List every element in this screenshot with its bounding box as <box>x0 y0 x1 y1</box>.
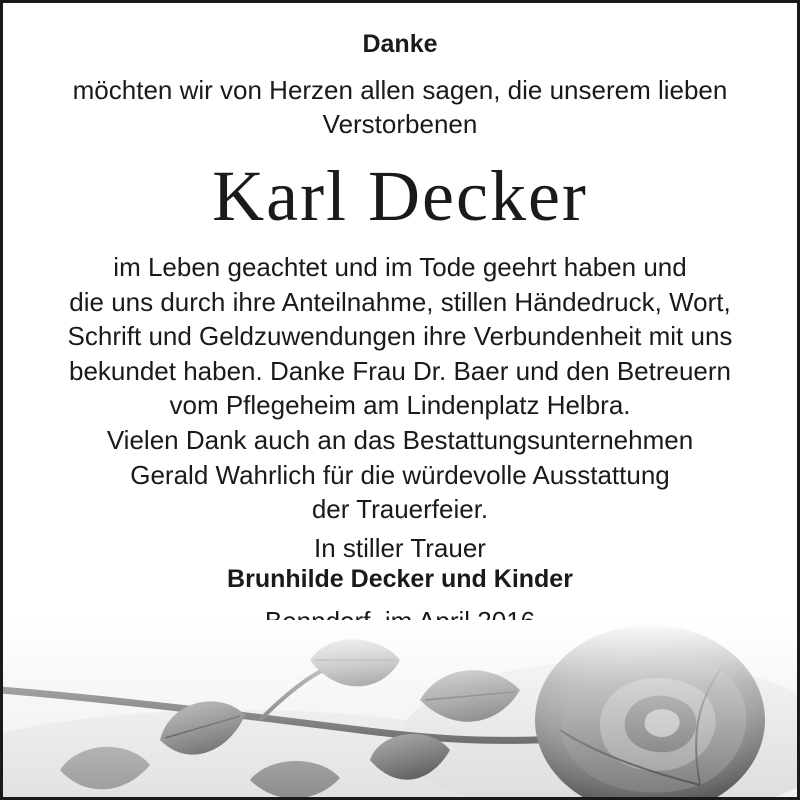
body-line: Schrift und Geldzuwendungen ihre Verbundenheit mit uns <box>67 321 733 352</box>
body-line: Gerald Wahrlich für die würdevolle Ausstattung <box>130 459 670 490</box>
rose-illustration <box>0 620 800 800</box>
intro-line: möchten wir von Herzen allen sagen, die unserem lieben <box>72 75 728 105</box>
notice-heading: Danke <box>362 30 438 58</box>
body-line: vom Pflegeheim am Lindenplatz Helbra. <box>169 390 631 421</box>
body-line: die uns durch ihre Anteilnahme, stillen Händedruck, Wort, <box>69 286 731 317</box>
body-line: im Leben geachtet und im Tode geehrt haben und <box>113 252 687 282</box>
notice-body <box>0 250 800 527</box>
family-signature: Brunhilde Decker und Kinder <box>227 565 573 593</box>
body-line: Vielen Dank auch an das Bestattungsunternehmen <box>106 424 694 455</box>
body-line: bekundet haben. Danke Frau Dr. Baer und den Betreuern <box>69 355 731 386</box>
deceased-name: Karl Decker <box>212 156 588 236</box>
body-line: der Trauerfeier. <box>311 494 489 525</box>
intro-line: Verstorbenen <box>322 109 478 139</box>
mourning-line: In stiller Trauer <box>314 533 486 563</box>
